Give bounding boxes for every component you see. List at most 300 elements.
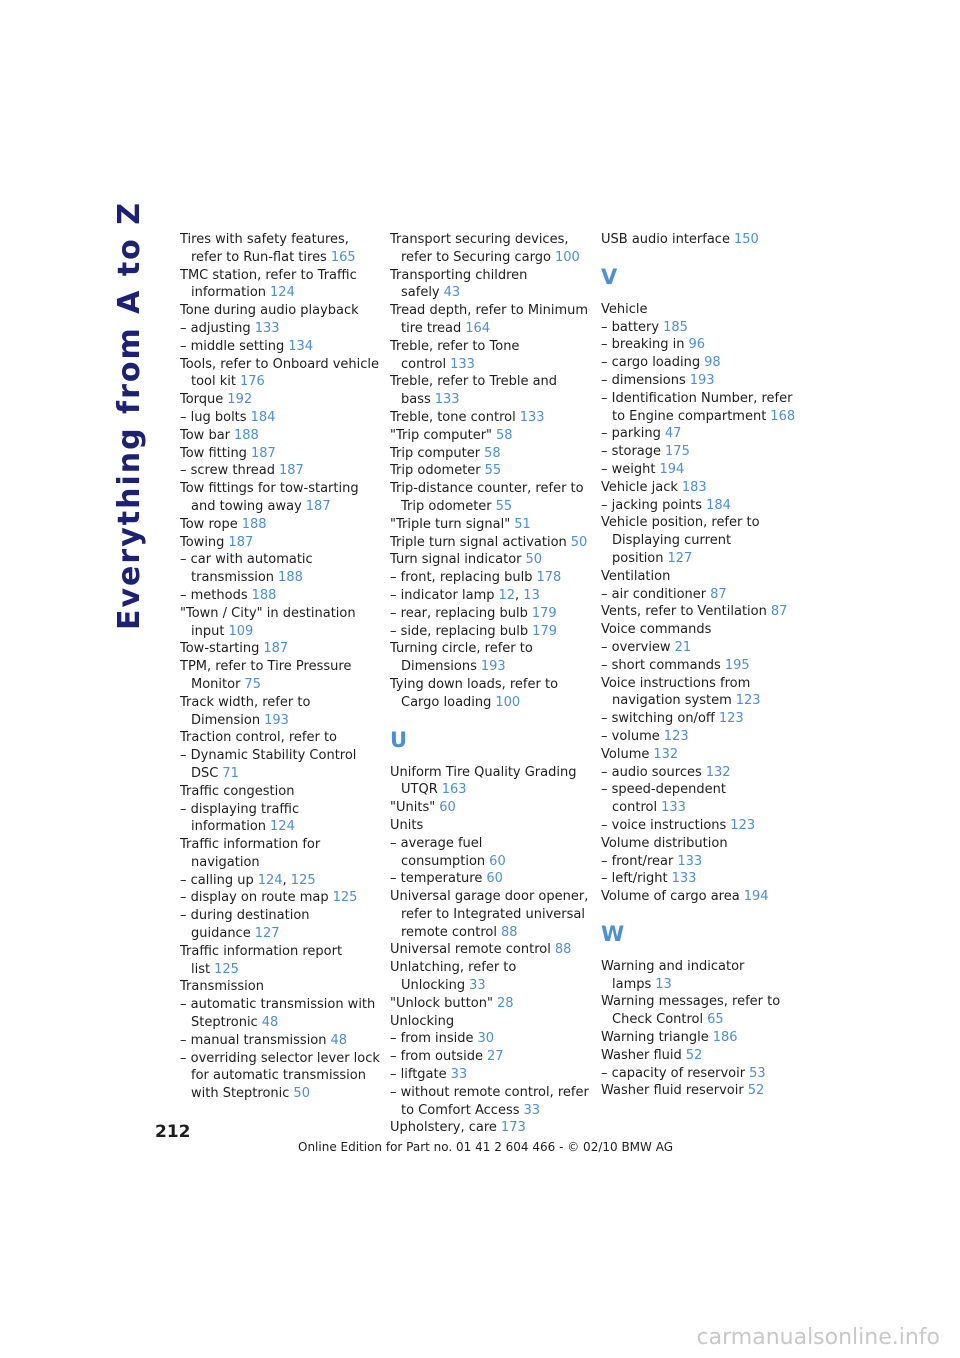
index-entry <box>390 1119 590 1137</box>
page-reference-link[interactable]: 50 <box>293 1086 310 1102</box>
page-reference-link[interactable]: 187 <box>279 463 304 479</box>
page-reference-link[interactable]: 96 <box>688 337 706 353</box>
page-reference-link[interactable]: 132 <box>653 746 679 762</box>
index-entry <box>601 835 801 853</box>
entry-text: Volume <box>601 746 650 762</box>
index-column-1 <box>180 231 380 1103</box>
side-section-title <box>108 200 150 630</box>
index-entry <box>390 409 590 427</box>
page-reference-link[interactable]: 27 <box>486 1049 504 1065</box>
index-entry <box>390 817 590 835</box>
page-reference-link[interactable]: 48 <box>261 1015 279 1031</box>
entry-text: Transport securing devices, refer to Securing cargo <box>390 232 569 265</box>
entry-text: Turning circle, refer to Dimensions <box>390 641 533 675</box>
entry-text: Transporting children safely <box>390 267 528 301</box>
entry-text: – from outside <box>390 1049 483 1065</box>
index-entry <box>601 675 801 711</box>
page-reference-link[interactable]: 165 <box>330 249 356 265</box>
letter-heading: V <box>601 264 618 289</box>
entry-text: – displaying traffic information <box>180 801 300 835</box>
entry-text: – rear, replacing bulb <box>390 605 528 621</box>
index-entry <box>180 267 380 303</box>
entry-text: Upholstery, care <box>390 1120 497 1136</box>
entry-text: Vehicle <box>601 301 648 317</box>
entry-text: Volume distribution <box>601 835 728 851</box>
page-reference-link[interactable]: 125 <box>332 890 358 906</box>
page-reference-link[interactable]: 133 <box>450 356 475 372</box>
index-entry <box>601 1029 801 1047</box>
index-entry <box>390 888 590 941</box>
entry-text: – breaking in <box>601 337 685 353</box>
entry-text: "Town / City" in destination input <box>180 605 356 639</box>
index-entry <box>601 1082 801 1100</box>
entry-text: Ventilation <box>601 568 671 584</box>
page-reference-link[interactable]: 188 <box>278 570 303 586</box>
index-entry <box>180 640 380 658</box>
page-reference-link[interactable]: 127 <box>667 550 693 566</box>
index-entry <box>601 568 801 586</box>
page-reference-link[interactable]: 100 <box>554 249 580 265</box>
index-entry <box>601 746 801 764</box>
entry-text: – Dynamic Stability Control DSC <box>180 748 357 781</box>
page-reference-link[interactable]: 21 <box>674 639 692 655</box>
entry-text: – air conditioner <box>601 586 707 602</box>
index-entry <box>390 1084 590 1120</box>
index-entry <box>601 781 801 817</box>
entry-text: – during destination guidance <box>180 908 310 942</box>
index-entry <box>180 605 380 641</box>
index-entry <box>601 993 801 1029</box>
index-column-3 <box>601 231 801 1100</box>
entry-text: – lug bolts <box>180 409 247 425</box>
index-entry <box>601 853 801 871</box>
entry-text: Universal garage door opener, refer to Integrated universal remote control <box>390 889 589 940</box>
page-reference-link[interactable]: 194 <box>659 461 685 477</box>
entry-text: Treble, tone control <box>390 409 516 425</box>
index-entry <box>390 764 590 800</box>
entry-text: Unlatching, refer to Unlocking <box>390 960 517 994</box>
index-entry <box>390 640 590 676</box>
index-entry <box>601 231 801 249</box>
entry-text: TMC station, refer to Traffic information <box>180 267 357 301</box>
index-entry <box>390 676 590 712</box>
page-number: 212 <box>155 1122 191 1142</box>
entry-text: – jacking points <box>601 497 703 513</box>
page-reference-link[interactable]: 132 <box>705 764 731 780</box>
entry-text: Tow rope <box>180 516 238 532</box>
entry-text: – weight <box>601 461 656 477</box>
entry-text: Voice instructions from navigation system <box>601 675 751 709</box>
index-entry <box>601 1065 801 1083</box>
letter-heading: W <box>601 921 625 946</box>
index-entry <box>180 551 380 587</box>
entry-text: – car with automatic transmission <box>180 552 313 586</box>
entry-text: USB audio interface <box>601 232 730 247</box>
entry-text: Triple turn signal activation <box>390 534 567 550</box>
index-entry <box>601 443 801 461</box>
index-entry <box>180 356 380 392</box>
index-entry <box>180 480 380 516</box>
entry-text: – audio sources <box>601 764 702 780</box>
index-entry <box>390 569 590 587</box>
entry-text: – speed-dependent control <box>601 782 726 816</box>
index-entry <box>180 320 380 338</box>
entry-text: TPM, refer to Tire Pressure Monitor <box>180 659 352 692</box>
index-entry <box>601 710 801 728</box>
entry-text: – switching on/off <box>601 711 715 727</box>
index-entry <box>390 516 590 534</box>
page-reference-link[interactable]: 193 <box>480 659 506 675</box>
page-reference-link[interactable]: 52 <box>685 1047 703 1063</box>
page-reference-link[interactable]: 186 <box>712 1030 738 1046</box>
index-entry <box>180 1050 380 1103</box>
index-entry <box>390 462 590 480</box>
entry-text: Washer fluid reservoir <box>601 1083 744 1099</box>
entry-text: "Trip computer" <box>390 427 493 443</box>
page-reference-link[interactable]: 193 <box>264 712 289 728</box>
page-reference-link[interactable]: 65 <box>707 1012 724 1028</box>
index-entry <box>601 354 801 372</box>
entry-text: – capacity of reservoir <box>601 1065 746 1081</box>
page-reference-link[interactable]: 100 <box>495 694 521 710</box>
page-reference-link[interactable]: 133 <box>677 853 703 869</box>
entry-text: – parking <box>601 426 661 442</box>
entry-text: Warning and indicator lamps <box>601 958 745 992</box>
page-reference-link[interactable]: 87 <box>770 604 788 620</box>
page-reference-link[interactable]: 33 <box>523 1102 541 1118</box>
entry-text: Tow fittings for tow-starting and towing away <box>180 481 359 514</box>
page-reference-link[interactable]: 150 <box>733 232 759 247</box>
index-entry <box>180 801 380 837</box>
entry-text: – left/right <box>601 871 668 887</box>
index-entry <box>390 445 590 463</box>
page-reference-link[interactable]: 185 <box>663 319 688 335</box>
page-reference-link[interactable]: 125 <box>214 961 239 977</box>
entry-text: Traffic information for navigation <box>180 837 321 870</box>
page-reference-link[interactable]: 98 <box>704 355 721 371</box>
page-reference-link[interactable]: 13 <box>523 587 540 603</box>
index-entry <box>180 534 380 552</box>
index-entry <box>390 534 590 552</box>
page-reference-link[interactable]: 60 <box>439 800 456 816</box>
entry-text: Tying down loads, refer to Cargo loading <box>390 676 559 710</box>
index-entry <box>390 995 590 1013</box>
entry-text: Traction control, refer to <box>180 730 338 746</box>
page-reference-link[interactable]: 187 <box>250 445 276 461</box>
index-entry <box>180 338 380 356</box>
index-entry <box>390 267 590 303</box>
entry-text: Tow-starting <box>180 641 260 657</box>
index-entry <box>180 516 380 534</box>
page-reference-link[interactable]: 183 <box>681 479 707 495</box>
section-title-text: Everything from A to Z <box>111 200 147 630</box>
index-entry <box>180 943 380 979</box>
page-reference-link[interactable]: 52 <box>747 1083 765 1099</box>
page-reference-link[interactable]: 133 <box>671 871 697 887</box>
entry-text: – from inside <box>390 1031 474 1047</box>
page-reference-link[interactable]: 48 <box>330 1032 348 1048</box>
index-entry <box>601 728 801 746</box>
page-reference-link[interactable]: 178 <box>536 570 562 586</box>
page-reference-link[interactable]: 47 <box>664 426 682 442</box>
entry-text: – cargo loading <box>601 355 701 371</box>
entry-text: – adjusting <box>180 320 251 336</box>
index-entry <box>601 372 801 390</box>
page-reference-link[interactable]: 188 <box>234 427 259 443</box>
page-reference-link[interactable]: 71 <box>222 765 239 781</box>
index-entry <box>601 336 801 354</box>
index-entry <box>601 461 801 479</box>
entry-text: – overriding selector lever lock for automatic transmission with Steptronic <box>180 1050 380 1102</box>
page-reference-link[interactable]: 188 <box>241 516 267 532</box>
page-reference-link[interactable]: 87 <box>710 586 727 602</box>
entry-text: Tires with safety features, refer to Run-flat tires <box>180 232 349 265</box>
page-reference-link[interactable]: 123 <box>663 728 689 744</box>
entry-text: Voice commands <box>601 622 712 638</box>
entry-text: "Triple turn signal" <box>390 516 511 532</box>
page-reference-link[interactable]: 168 <box>770 408 796 424</box>
index-entry <box>390 1013 590 1031</box>
index-entry <box>601 586 801 604</box>
page-reference-link[interactable]: 179 <box>531 605 557 621</box>
entry-text: – overview <box>601 639 671 655</box>
index-entry <box>601 390 801 426</box>
index-entry <box>390 338 590 374</box>
page-reference-link[interactable]: 133 <box>434 392 460 408</box>
index-entry <box>180 1032 380 1050</box>
entry-text: Uniform Tire Quality Grading UTQR <box>390 764 577 798</box>
page-reference-link[interactable]: 133 <box>661 800 686 816</box>
page-reference-link[interactable]: 194 <box>743 889 769 905</box>
page-reference-link[interactable]: 125 <box>290 872 316 888</box>
entry-text: Torque <box>180 392 224 408</box>
page-reference-link[interactable]: 123 <box>718 711 744 727</box>
page-reference-link[interactable]: 133 <box>254 320 280 336</box>
page-reference-link[interactable]: 179 <box>532 623 557 639</box>
index-entry <box>601 817 801 835</box>
page-reference-link[interactable]: 123 <box>735 693 761 709</box>
page-reference-link[interactable]: 133 <box>519 409 545 425</box>
page-reference-link[interactable]: 124 <box>270 819 295 835</box>
entry-text: – display on route map <box>180 890 329 906</box>
index-entry <box>180 783 380 801</box>
index-entry <box>390 551 590 569</box>
index-entry <box>601 514 801 567</box>
entry-text: Trip computer <box>390 445 481 461</box>
entry-text: – side, replacing bulb <box>390 623 529 639</box>
page-reference-link[interactable]: 184 <box>250 409 276 425</box>
page-reference-link[interactable]: 123 <box>730 817 756 833</box>
index-entry: – calling up 124, 125 <box>180 872 316 888</box>
index-entry <box>390 302 590 338</box>
page-reference-link[interactable]: 33 <box>469 978 486 994</box>
index-entry <box>601 888 801 906</box>
index-entry <box>180 836 380 872</box>
index-entry <box>180 694 380 730</box>
index-entry <box>180 409 380 427</box>
page-reference-link[interactable]: 163 <box>441 782 467 798</box>
index-entry <box>601 764 801 782</box>
index-entry <box>390 1030 590 1048</box>
entry-text: Universal remote control <box>390 942 551 958</box>
index-entry <box>390 870 590 888</box>
entry-text: Vents, refer to Ventilation <box>601 604 767 620</box>
page-reference-link[interactable]: 50 <box>525 552 543 568</box>
page-reference-link[interactable]: 187 <box>228 534 254 550</box>
index-entry <box>601 621 801 639</box>
page-reference-link[interactable]: 58 <box>484 445 501 461</box>
entry-text: – methods <box>180 587 248 603</box>
entry-text: – screw thread <box>180 463 275 479</box>
entry-text: Tow bar <box>180 427 231 443</box>
entry-text: – indicator lamp <box>390 587 495 603</box>
page-reference-link[interactable]: 184 <box>706 497 731 513</box>
index-entry <box>180 445 380 463</box>
page-reference-link[interactable]: 28 <box>496 995 514 1011</box>
page-reference-link[interactable]: 109 <box>228 623 254 639</box>
page-reference-link[interactable]: 50 <box>570 534 588 550</box>
index-entry <box>180 889 380 907</box>
footer-edition-note: Online Edition for Part no. 01 41 2 604 466 - © 02/10 BMW AG <box>298 1140 674 1154</box>
page-reference-link[interactable]: 127 <box>254 926 280 942</box>
entry-text: – front, replacing bulb <box>390 570 533 586</box>
page-reference-link[interactable]: 58 <box>496 427 513 443</box>
entry-text: – liftgate <box>390 1067 447 1083</box>
page-reference-link[interactable]: 173 <box>500 1120 526 1136</box>
index-entry <box>601 639 801 657</box>
page-reference-link[interactable]: 88 <box>554 942 572 958</box>
page-reference-link[interactable]: 12 <box>498 587 516 603</box>
entry-text: – storage <box>601 444 662 460</box>
entry-text: – temperature <box>390 871 483 887</box>
index-entry <box>180 462 380 480</box>
index-entry <box>601 497 801 515</box>
entry-text: Turn signal indicator <box>390 552 522 568</box>
index-entry <box>390 373 590 409</box>
page-reference-link[interactable]: 124 <box>257 872 283 888</box>
entry-text: Vehicle jack <box>601 479 678 495</box>
page-reference-link[interactable]: 53 <box>749 1065 766 1081</box>
entry-text: Tread depth, refer to Minimum tire tread <box>390 303 589 336</box>
entry-text: Towing <box>180 534 225 550</box>
entry-text: Tow fitting <box>180 445 247 461</box>
index-column-2 <box>390 231 590 1137</box>
index-entry <box>180 996 380 1032</box>
page-reference-link[interactable]: 55 <box>495 498 513 514</box>
index-entry <box>601 603 801 621</box>
watermark-text: carmanualsonline.info <box>696 1325 940 1350</box>
index-entry <box>390 835 590 871</box>
page-reference-link[interactable]: 33 <box>450 1067 468 1083</box>
page-reference-link[interactable]: 164 <box>465 320 491 336</box>
index-entry <box>601 479 801 497</box>
entry-text: – front/rear <box>601 853 674 869</box>
entry-text: Track width, refer to Dimension <box>180 694 311 728</box>
page-reference-link[interactable]: 75 <box>244 676 261 692</box>
entry-text: – calling up <box>180 872 254 888</box>
entry-text: – without remote control, refer to Comfort Access <box>390 1084 589 1118</box>
page-reference-link[interactable]: 43 <box>443 285 461 301</box>
page-reference-link[interactable]: 51 <box>514 516 531 532</box>
page-reference-link[interactable]: 176 <box>240 374 265 390</box>
entry-text: – battery <box>601 319 660 335</box>
index-entry <box>180 978 380 996</box>
entry-text: Volume of cargo area <box>601 889 740 905</box>
index-entry <box>390 480 590 516</box>
entry-text: – automatic transmission with Steptronic <box>180 997 376 1031</box>
page-reference-link[interactable]: 13 <box>655 976 672 992</box>
page-reference-link[interactable]: 195 <box>724 657 750 673</box>
index-entry <box>180 907 380 943</box>
index-entry <box>390 1066 590 1084</box>
page-reference-link[interactable]: 88 <box>500 924 518 940</box>
index-entry <box>390 427 590 445</box>
page-reference-link[interactable]: 55 <box>484 463 502 479</box>
entry-text: – average fuel consumption <box>390 835 486 869</box>
entry-text: – middle setting <box>180 338 285 354</box>
page-reference-link[interactable]: 192 <box>227 392 253 408</box>
page-reference-link[interactable]: 187 <box>263 641 289 657</box>
entry-text: "Units" <box>390 800 436 816</box>
entry-text: Warning messages, refer to Check Control <box>601 994 781 1028</box>
entry-text: – manual transmission <box>180 1032 327 1048</box>
page-reference-link[interactable]: 60 <box>486 871 503 887</box>
page-reference-link[interactable]: 124 <box>270 285 295 301</box>
page-reference-link[interactable]: 134 <box>288 338 314 354</box>
entry-text: – short commands <box>601 657 721 673</box>
index-entry <box>390 623 590 641</box>
index-entry <box>180 747 380 783</box>
page-reference-link[interactable]: 60 <box>489 853 506 869</box>
index-entry <box>390 231 590 267</box>
entry-text: Warning triangle <box>601 1030 709 1046</box>
entry-text: – dimensions <box>601 372 686 388</box>
entry-text: – Identification Number, refer to Engine compartment <box>601 390 793 424</box>
entry-text: "Unlock button" <box>390 995 493 1011</box>
index-entry <box>180 427 380 445</box>
index-entry <box>601 301 801 319</box>
entry-text: Transmission <box>180 979 264 995</box>
page-reference-link[interactable]: 30 <box>477 1031 495 1047</box>
page-reference-link[interactable]: 187 <box>305 498 331 514</box>
entry-text: – volume <box>601 728 660 744</box>
entry-text: – voice instructions <box>601 817 727 833</box>
index-entry <box>180 729 380 747</box>
index-entry <box>180 391 380 409</box>
index-entry <box>390 605 590 623</box>
index-entry <box>601 657 801 675</box>
index-entry <box>601 870 801 888</box>
entry-text: Traffic congestion <box>180 783 295 799</box>
page-reference-link[interactable]: 175 <box>665 444 690 460</box>
index-entry <box>601 319 801 337</box>
entry-text: Units <box>390 817 424 833</box>
entry-text: Trip-distance counter, refer to Trip odometer <box>390 481 584 514</box>
index-entry <box>180 231 380 267</box>
page-reference-link[interactable]: 193 <box>689 372 715 388</box>
index-entry <box>601 1047 801 1065</box>
index-entry <box>601 958 801 994</box>
page-reference-link[interactable]: 188 <box>251 587 277 603</box>
entry-text: Washer fluid <box>601 1047 682 1063</box>
entry-text: Vehicle position, refer to Displaying current position <box>601 515 760 566</box>
index-entry <box>390 941 590 959</box>
index-entry <box>180 587 380 605</box>
index-entry <box>390 1048 590 1066</box>
index-entry <box>601 425 801 443</box>
entry-text: Tools, refer to Onboard vehicle tool kit <box>180 356 380 390</box>
index-entry <box>180 302 380 320</box>
